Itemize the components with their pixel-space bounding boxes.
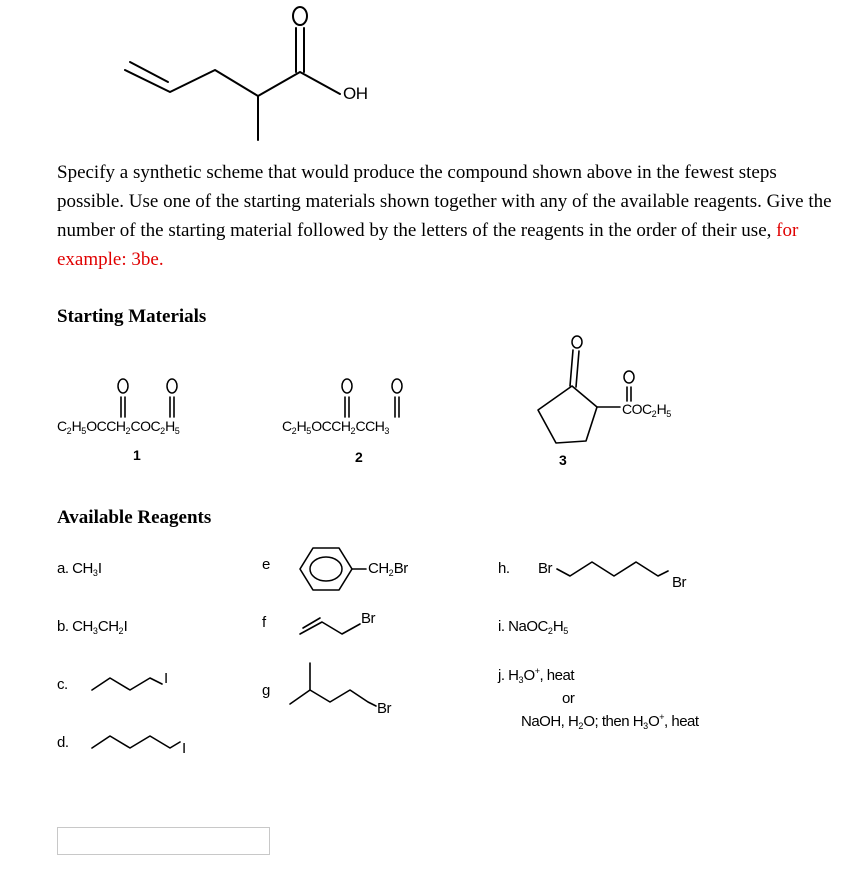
reagent-i: i. $NaOC_2H_5$ xyxy=(498,618,569,636)
reagent-b: b. $CH_3CH_2I$ xyxy=(57,618,128,636)
reagent-e-letter: e xyxy=(262,556,271,573)
reagent-j-or: or xyxy=(562,690,575,707)
starting-material-2-number: 2 xyxy=(355,449,363,465)
reagent-c-iodine: I xyxy=(164,670,168,687)
reagent-f-bromine: Br xyxy=(361,610,375,627)
target-oh-label: OH xyxy=(343,84,368,103)
answer-input[interactable] xyxy=(57,827,270,855)
reagent-c-letter: c. xyxy=(57,676,68,693)
reagent-f-letter: f xyxy=(262,614,267,631)
reagent-j-alternative: NaOH, $H_2O$; then $H_3O^+$, heat xyxy=(521,712,699,731)
starting-material-2-formula: $C_2H_5OCCH_2CCH_3$ xyxy=(282,418,390,436)
reagent-e-group: $CH_2Br$ xyxy=(368,560,408,578)
starting-material-1-number: 1 xyxy=(133,447,141,463)
question-body: Specify a synthetic scheme that would produce the compound shown above in the fewest steps possible. Use one of the starting materials shown together with any of the available reagents. Give the number of the starting material followed by the letters of the reagents in the order of their use, xyxy=(57,162,832,241)
starting-material-1-formula: $C_2H_5OCCH_2COC_2H_5$ xyxy=(57,418,180,436)
reagent-h-letter: h. xyxy=(498,560,510,577)
starting-materials-heading: Starting Materials xyxy=(57,306,207,327)
reagent-g-bromine: Br xyxy=(377,700,391,717)
question-example: for example: 3be. xyxy=(57,220,799,270)
available-reagents-heading: Available Reagents xyxy=(57,507,212,528)
reagent-a: a. $CH_3I$ xyxy=(57,560,102,578)
reagent-h-bromine-left: Br xyxy=(538,560,552,577)
starting-material-3-number: 3 xyxy=(559,452,567,468)
reagent-d-letter: d. xyxy=(57,734,69,751)
reagent-h-bromine-right: Br xyxy=(672,574,686,591)
reagent-j: j. $H_3O^+$, heat xyxy=(498,666,574,685)
starting-material-3-ester: $COC_2H_5$ xyxy=(622,401,672,419)
reagent-d-iodine: I xyxy=(182,740,186,757)
reagent-g-letter: g xyxy=(262,682,271,699)
